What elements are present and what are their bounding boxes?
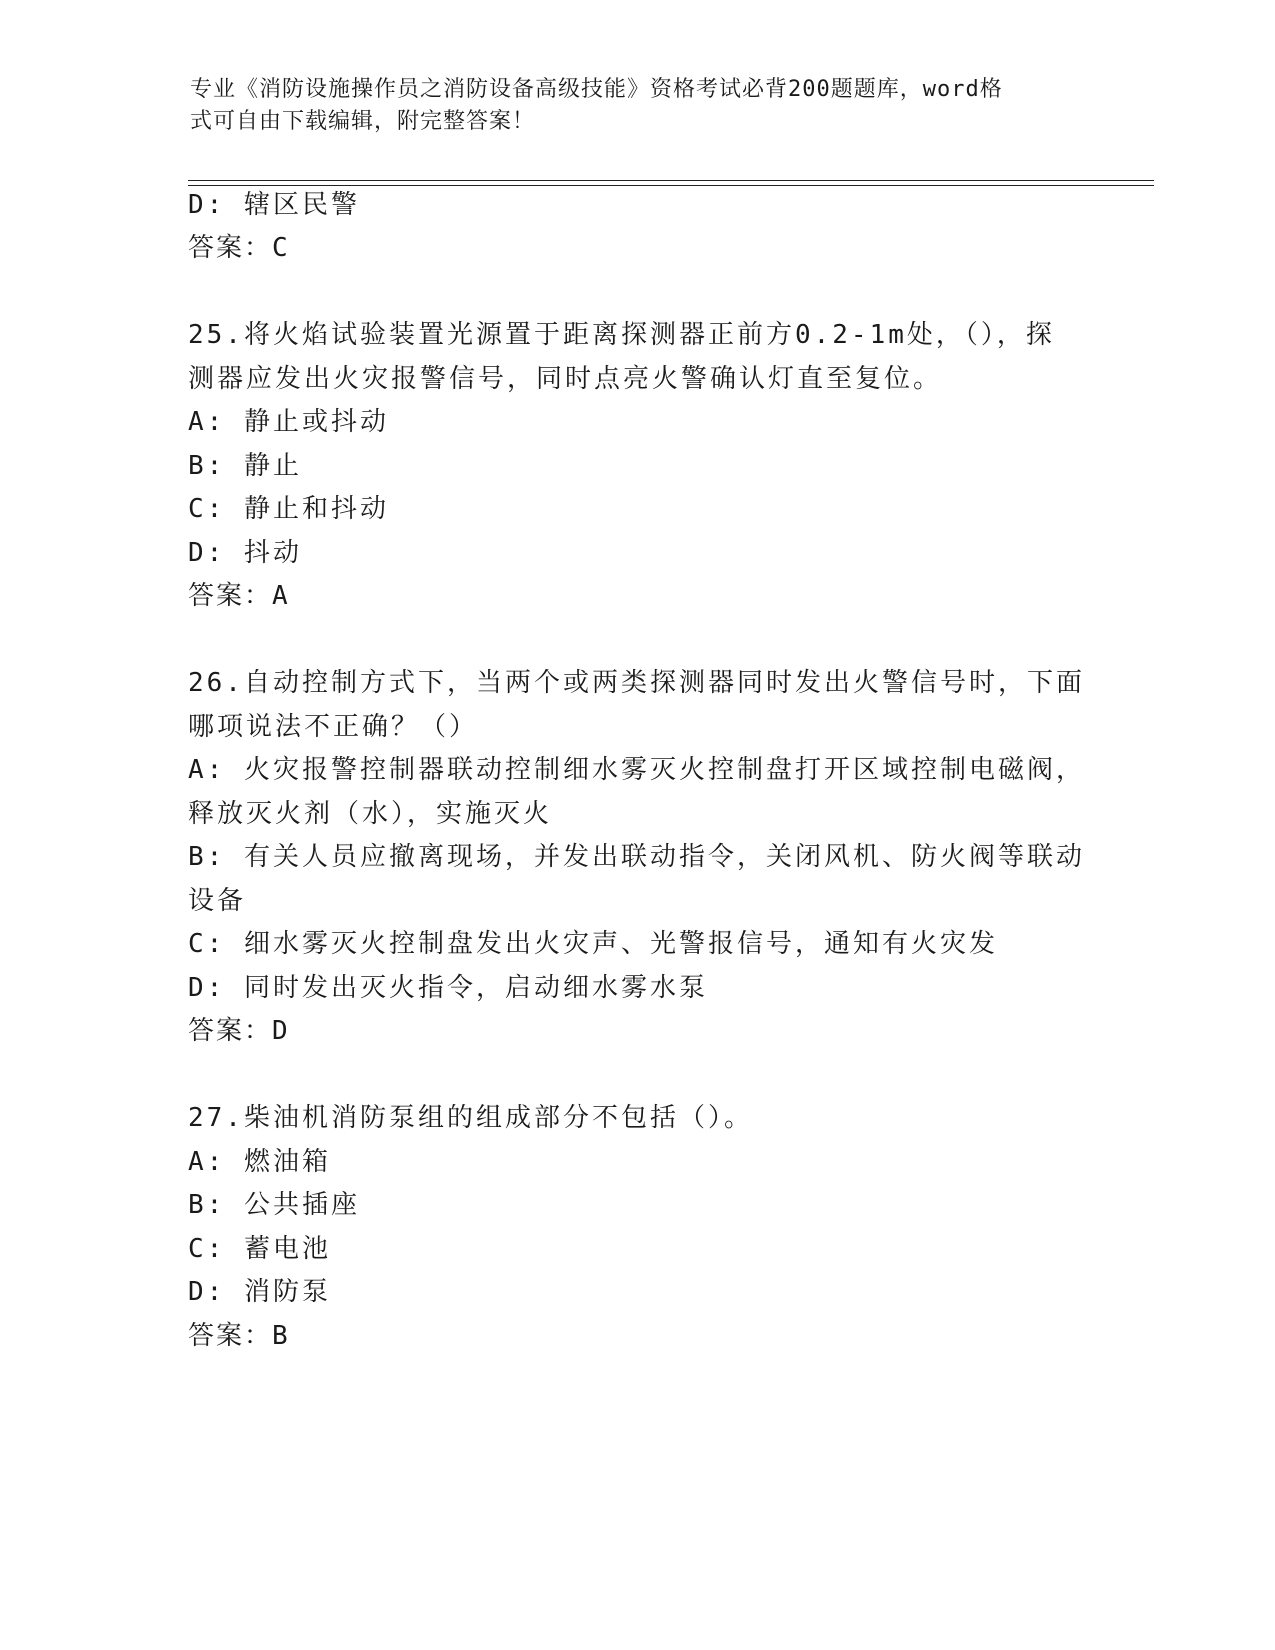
q27-option-a: A: 燃油箱: [188, 1147, 331, 1177]
prev-option-d: D: 辖区民警: [188, 190, 360, 220]
q26-stem-line-2: 哪项说法不正确？（）: [188, 712, 479, 742]
q27-stem: 27.柴油机消防泵组的组成部分不包括（）。: [188, 1103, 753, 1133]
q26-option-a-line-2: 释放灭火剂（水），实施灭火: [188, 799, 553, 829]
q25-option-d: D: 抖动: [188, 538, 302, 568]
header-divider-bottom: [188, 185, 1154, 186]
q25-option-b: B: 静止: [188, 451, 302, 481]
q26-option-b-line-1: B: 有关人员应撤离现场，并发出联动指令，关闭风机、防火阀等联动: [188, 842, 1085, 872]
q25-stem-line-2: 测器应发出火灾报警信号，同时点亮火警确认灯直至复位。: [188, 364, 943, 394]
prev-answer: 答案：C: [188, 233, 290, 263]
q27-option-b: B: 公共插座: [188, 1190, 360, 1220]
q26-answer: 答案：D: [188, 1016, 290, 1046]
q27-option-c: C: 蓄电池: [188, 1234, 331, 1264]
header-line-2: 式可自由下载编辑，附完整答案！: [190, 109, 536, 134]
header-line-1: 专业《消防设施操作员之消防设备高级技能》资格考试必背200题题库，word格: [190, 77, 1003, 102]
q26-option-d: D: 同时发出灭火指令，启动细水雾水泵: [188, 973, 708, 1003]
document-header: [190, 74, 1070, 138]
q27-answer: 答案：B: [188, 1321, 290, 1351]
q26-option-b-line-2: 设备: [188, 886, 247, 916]
q26-option-c: C: 细水雾灭火控制盘发出火灾声、光警报信号，通知有火灾发: [188, 929, 998, 959]
q25-option-a: A: 静止或抖动: [188, 407, 389, 437]
q25-option-c: C: 静止和抖动: [188, 494, 389, 524]
q26-option-a-line-1: A: 火灾报警控制器联动控制细水雾灭火控制盘打开区域控制电磁阀，: [188, 755, 1085, 785]
q27-option-d: D: 消防泵: [188, 1277, 331, 1307]
q25-stem-line-1: 25.将火焰试验装置光源置于距离探测器正前方0.2-1m处，（），探: [188, 320, 1055, 350]
q26-stem-line-1: 26.自动控制方式下，当两个或两类探测器同时发出火警信号时，下面: [188, 668, 1085, 698]
q25-answer: 答案：A: [188, 581, 290, 611]
header-divider-top: [188, 180, 1154, 181]
